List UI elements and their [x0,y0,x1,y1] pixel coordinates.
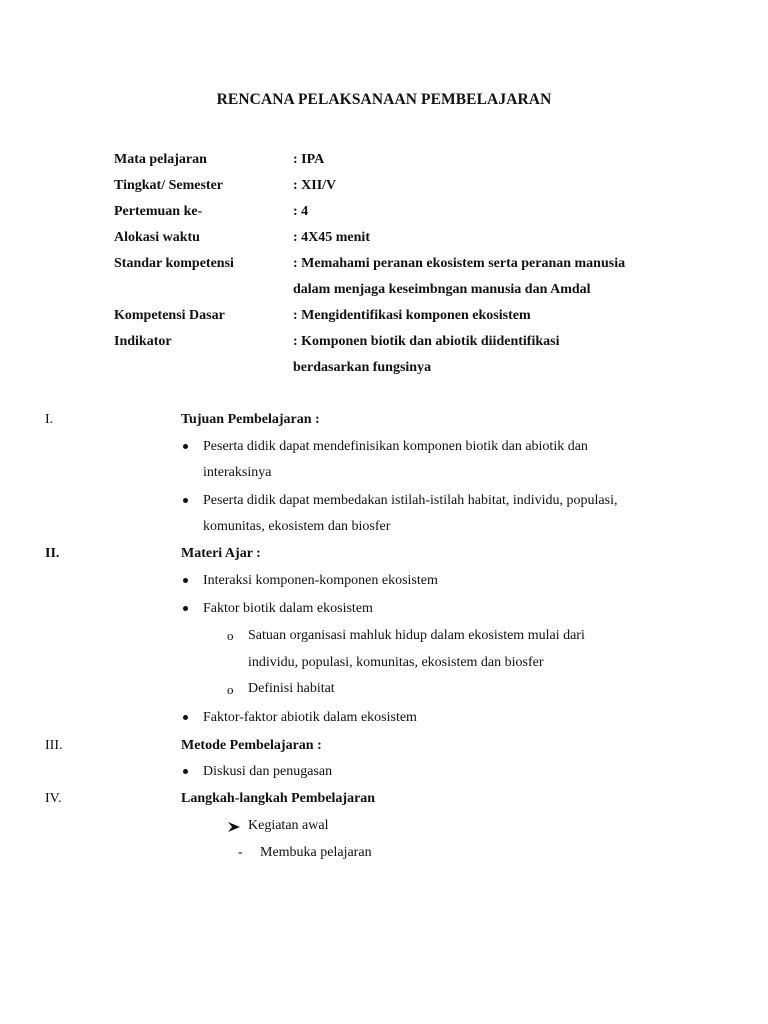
bullet-icon [183,606,188,611]
bullet-icon [183,715,188,720]
circle-bullet-icon: o [227,628,234,643]
info-label-alokasi-waktu: Alokasi waktu [114,230,200,245]
section-numeral: I. [45,412,54,427]
arrow-bullet-icon [227,821,241,833]
sub-list-item: Satuan organisasi mahluk hidup dalam ekosistem mulai dari [248,628,585,643]
info-label-pertemuan: Pertemuan ke- [114,204,203,219]
section-heading: Langkah-langkah Pembelajaran [181,791,376,806]
info-value-indikator: : Komponen biotik dan abiotik diidentifikasi [293,334,560,349]
sub-list-item-cont: individu, populasi, komunitas, ekosistem dan biosfer [248,655,544,670]
info-value-mata-pelajaran: : IPA [293,152,325,167]
bullet-icon [183,769,188,774]
section-numeral: III. [45,738,63,753]
section-numeral: IV. [45,791,62,806]
info-label-kompetensi-dasar: Kompetensi Dasar [114,308,225,323]
info-value-indikator-cont: berdasarkan fungsinya [293,360,432,375]
info-value-pertemuan: : 4 [293,204,309,219]
bullet-icon [183,498,188,503]
info-label-standar-kompetensi: Standar kompetensi [114,256,234,271]
info-label-indikator: Indikator [114,334,172,349]
bullet-icon [183,444,188,449]
info-value-standar-kompetensi-cont: dalam menjaga keseimbngan manusia dan Amdal [293,282,591,297]
list-item-cont: interaksinya [203,465,272,480]
info-label-tingkat-semester: Tingkat/ Semester [114,178,224,193]
list-item: Peserta didik dapat mendefinisikan komponen biotik dan abiotik dan [203,439,588,454]
list-item-cont: komunitas, ekosistem dan biosfer [203,519,391,534]
info-value-tingkat-semester: : XII/V [293,178,337,193]
dash-marker: - [238,845,243,860]
info-value-alokasi-waktu: : 4X45 menit [293,230,370,245]
section-heading: Metode Pembelajaran : [181,738,322,753]
list-item: Faktor-faktor abiotik dalam ekosistem [203,710,417,725]
info-value-kompetensi-dasar: : Mengidentifikasi komponen ekosistem [293,308,531,323]
list-item: Faktor biotik dalam ekosistem [203,601,373,616]
bullet-icon [183,578,188,583]
section-heading: Materi Ajar : [181,546,261,561]
list-item: Interaksi komponen-komponen ekosistem [203,573,438,588]
sub-list-item: Definisi habitat [248,681,335,696]
list-item: Kegiatan awal [248,818,329,833]
info-value-standar-kompetensi: : Memahami peranan ekosistem serta peranan manusia [293,256,626,271]
section-numeral: II. [45,546,60,561]
document-title: RENCANA PELAKSANAAN PEMBELAJARAN [216,91,552,108]
section-heading: Tujuan Pembelajaran : [181,412,320,427]
list-item: Diskusi dan penugasan [203,764,333,779]
circle-bullet-icon: o [227,682,234,697]
list-item: Peserta didik dapat membedakan istilah-istilah habitat, individu, populasi, [203,493,618,508]
info-label-mata-pelajaran: Mata pelajaran [114,152,207,167]
list-item: Membuka pelajaran [260,845,372,860]
